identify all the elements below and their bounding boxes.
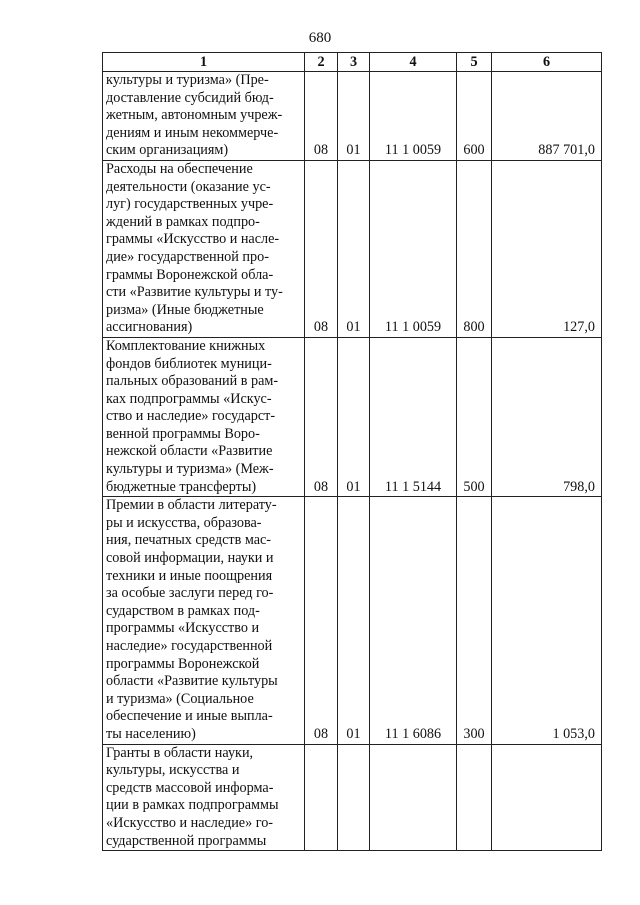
row-expense-type: 800 <box>457 160 492 337</box>
row-section-code: 08 <box>305 497 338 744</box>
row-section-code <box>305 744 338 851</box>
row-description: Расходы на обеспечение деятельности (оказание ус- луг) государственных учре- ждений в рамках подпро- граммы «Искусство и насле- дие» государственной про- граммы Воронежской обла- сти «Развитие культуры и ту- ризма» (Иные бюджетные ассигнования) <box>103 160 305 337</box>
header-col-3: 3 <box>338 53 370 72</box>
row-description: Комплектование книжных фондов библиотек муници- пальных образований в рам- ках подпрограммы «Искус- ство и наследие» государст- венной программы Воро- нежской области «Развитие культуры и туризма» (Меж- бюджетные трансферты) <box>103 337 305 496</box>
row-amount: 887 701,0 <box>492 72 602 161</box>
row-amount: 798,0 <box>492 337 602 496</box>
header-col-2: 2 <box>305 53 338 72</box>
row-target-article: 11 1 5144 <box>370 337 457 496</box>
page-number: 680 <box>308 30 332 46</box>
table-row <box>103 497 602 744</box>
row-amount: 1 053,0 <box>492 497 602 744</box>
budget-table <box>102 52 602 851</box>
row-description: Гранты в области науки, культуры, искусства и средств массовой информа- ции в рамках подпрограммы «Искусство и наследие» го- сударственной программы <box>103 744 305 851</box>
row-section-code: 08 <box>305 337 338 496</box>
table-row <box>103 72 602 161</box>
row-subsection-code <box>338 744 370 851</box>
row-expense-type: 600 <box>457 72 492 161</box>
row-description: культуры и туризма» (Пре- доставление субсидий бюд- жетным, автономным учреж- дениям и иным некоммерче- ским организациям) <box>103 72 305 161</box>
row-amount <box>492 744 602 851</box>
row-expense-type: 500 <box>457 337 492 496</box>
header-col-1: 1 <box>103 53 305 72</box>
table-header-row <box>103 53 602 72</box>
row-subsection-code: 01 <box>338 497 370 744</box>
table-row <box>103 160 602 337</box>
row-subsection-code: 01 <box>338 72 370 161</box>
header-col-5: 5 <box>457 53 492 72</box>
row-expense-type: 300 <box>457 497 492 744</box>
row-subsection-code: 01 <box>338 337 370 496</box>
row-target-article: 11 1 0059 <box>370 160 457 337</box>
header-col-4: 4 <box>370 53 457 72</box>
row-section-code: 08 <box>305 72 338 161</box>
header-col-6: 6 <box>492 53 602 72</box>
row-target-article <box>370 744 457 851</box>
row-target-article: 11 1 0059 <box>370 72 457 161</box>
row-section-code: 08 <box>305 160 338 337</box>
row-target-article: 11 1 6086 <box>370 497 457 744</box>
table-row <box>103 337 602 496</box>
row-amount: 127,0 <box>492 160 602 337</box>
row-subsection-code: 01 <box>338 160 370 337</box>
table-row <box>103 744 602 851</box>
row-description: Премии в области литерату- ры и искусства, образова- ния, печатных средств мас- совой информации, науки и техники и иные поощрения за особые заслуги перед го- сударством в рамках под- программы «Искусство и наследие» государственной программы Воронежской области «Развитие культуры и туризма» (Социальное обеспечение и иные выпла- ты населению) <box>103 497 305 744</box>
row-expense-type <box>457 744 492 851</box>
